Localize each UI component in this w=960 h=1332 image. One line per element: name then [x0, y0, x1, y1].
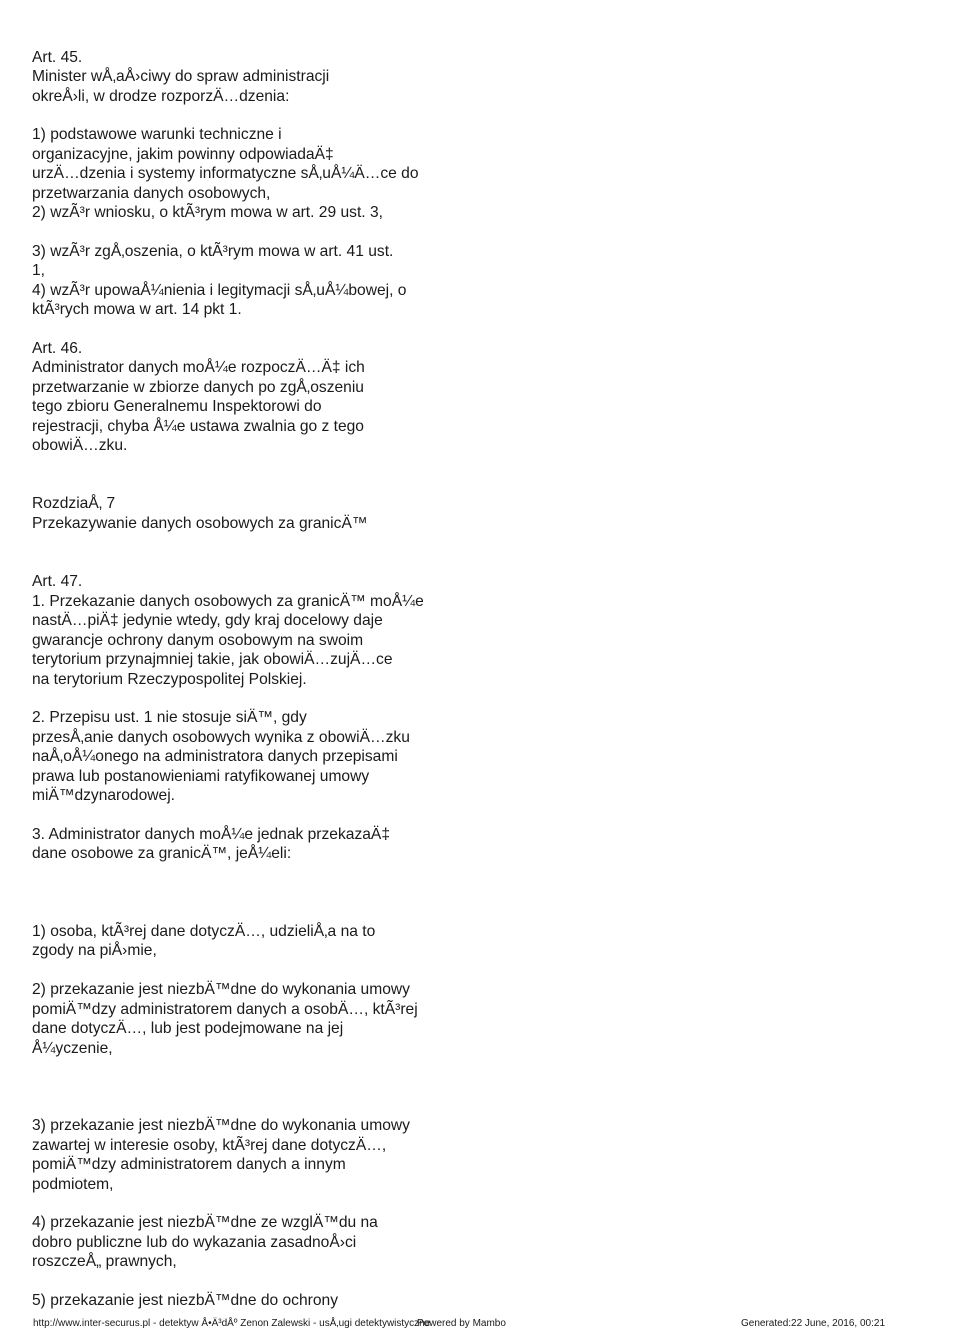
text-line: dane dotyczÄ…, lub jest podejmowane na jej: [32, 1020, 344, 1037]
text-line: przetwarzania danych osobowych,: [32, 185, 271, 202]
text-line: 4) przekazanie jest niezbÄ™dne ze wzglÄ™du na: [32, 1214, 378, 1231]
article-heading: Art. 47.: [32, 573, 83, 590]
text-line: Minister wÅ‚aÅ›ciwy do spraw administracji: [32, 68, 330, 85]
text-line: zawartej w interesie osoby, ktÃ³rej dane dotyczÄ…,: [32, 1137, 387, 1154]
text-line: 1) podstawowe warunki techniczne i: [32, 126, 282, 143]
text-line: dobro publiczne lub do wykazania zasadnoÅ›ci: [32, 1234, 357, 1251]
text-line: terytorium przynajmniej takie, jak obowiÄ…zujÄ…ce: [32, 651, 393, 668]
chapter-heading: RozdziaÅ‚ 7: [32, 495, 116, 512]
text-line: przetwarzanie w zbiorze danych po zgÅ‚oszeniu: [32, 379, 364, 396]
text-line: 1,: [32, 262, 46, 279]
text-line: ktÃ³rych mowa w art. 14 pkt 1.: [32, 301, 242, 318]
text-line: dane osobowe za granicÄ™, jeÅ¼eli:: [32, 845, 292, 862]
text-line: 3) wzÃ³r zgÅ‚oszenia, o ktÃ³rym mowa w art. 41 ust.: [32, 243, 394, 260]
text-line: 1. Przekazanie danych osobowych za granicÄ™ moÅ¼e: [32, 593, 424, 610]
text-line: Administrator danych moÅ¼e rozpoczÄ…Ä‡ ich: [32, 359, 365, 376]
text-line: nastÄ…piÄ‡ jedynie wtedy, gdy kraj docelowy daje: [32, 612, 383, 629]
text-line: prawa lub postanowieniami ratyfikowanej umowy: [32, 768, 370, 785]
text-line: 4) wzÃ³r upowaÅ¼nienia i legitymacji sÅ‚uÅ¼bowej, o: [32, 282, 407, 299]
text-line: gwarancje ochrony danym osobowym na swoim: [32, 632, 364, 649]
article-heading: Art. 45.: [32, 49, 83, 66]
footer-powered-by: Powered by Mambo: [417, 1318, 506, 1329]
text-line: przesÅ‚anie danych osobowych wynika z obowiÄ…zku: [32, 729, 410, 746]
text-line: rejestracji, chyba Å¼e ustawa zwalnia go z tego: [32, 418, 364, 435]
text-line: naÅ‚oÅ¼onego na administratora danych przepisami: [32, 748, 398, 765]
text-line: organizacyjne, jakim powinny odpowiadaÄ‡: [32, 146, 334, 163]
text-line: obowiÄ…zku.: [32, 437, 128, 454]
chapter-title: Przekazywanie danych osobowych za granicÄ™: [32, 515, 368, 532]
text-line: zgody na piÅ›mie,: [32, 942, 157, 959]
text-line: okreÅ›li, w drodze rozporzÄ…dzenia:: [32, 88, 290, 105]
text-line: Å¼yczenie,: [32, 1040, 113, 1057]
article-heading: Art. 46.: [32, 340, 83, 357]
text-line: 3. Administrator danych moÅ¼e jednak przekazaÄ‡: [32, 826, 390, 843]
text-line: pomiÄ™dzy administratorem danych a innym: [32, 1156, 346, 1173]
text-line: na terytorium Rzeczypospolitej Polskiej.: [32, 671, 307, 688]
text-line: tego zbioru Generalnemu Inspektorowi do: [32, 398, 322, 415]
text-line: 3) przekazanie jest niezbÄ™dne do wykonania umowy: [32, 1117, 410, 1134]
footer-generated-date: Generated:22 June, 2016, 00:21: [741, 1318, 886, 1329]
text-line: pomiÄ™dzy administratorem danych a osobÄ…, ktÃ³rej: [32, 1001, 418, 1018]
text-line: 2) wzÃ³r wniosku, o ktÃ³rym mowa w art. 29 ust. 3,: [32, 204, 383, 221]
text-line: 5) przekazanie jest niezbÄ™dne do ochrony: [32, 1292, 338, 1309]
text-line: 1) osoba, ktÃ³rej dane dotyczÄ…, udzieliÅ‚a na to: [32, 923, 376, 940]
footer-source-link[interactable]: http://www.inter-securus.pl - detektyw Å•Ä³dÅº Zenon Zalewski - usÅ‚ugi detektywistyczne: [33, 1318, 431, 1329]
text-line: miÄ™dzynarodowej.: [32, 787, 176, 804]
text-line: urzÄ…dzenia i systemy informatyczne sÅ‚uÅ¼Ä…ce do: [32, 165, 419, 182]
text-line: podmiotem,: [32, 1176, 114, 1193]
text-line: 2) przekazanie jest niezbÄ™dne do wykonania umowy: [32, 981, 410, 998]
text-line: roszczeÅ„ prawnych,: [32, 1253, 177, 1270]
text-line: 2. Przepisu ust. 1 nie stosuje siÄ™, gdy: [32, 709, 307, 726]
